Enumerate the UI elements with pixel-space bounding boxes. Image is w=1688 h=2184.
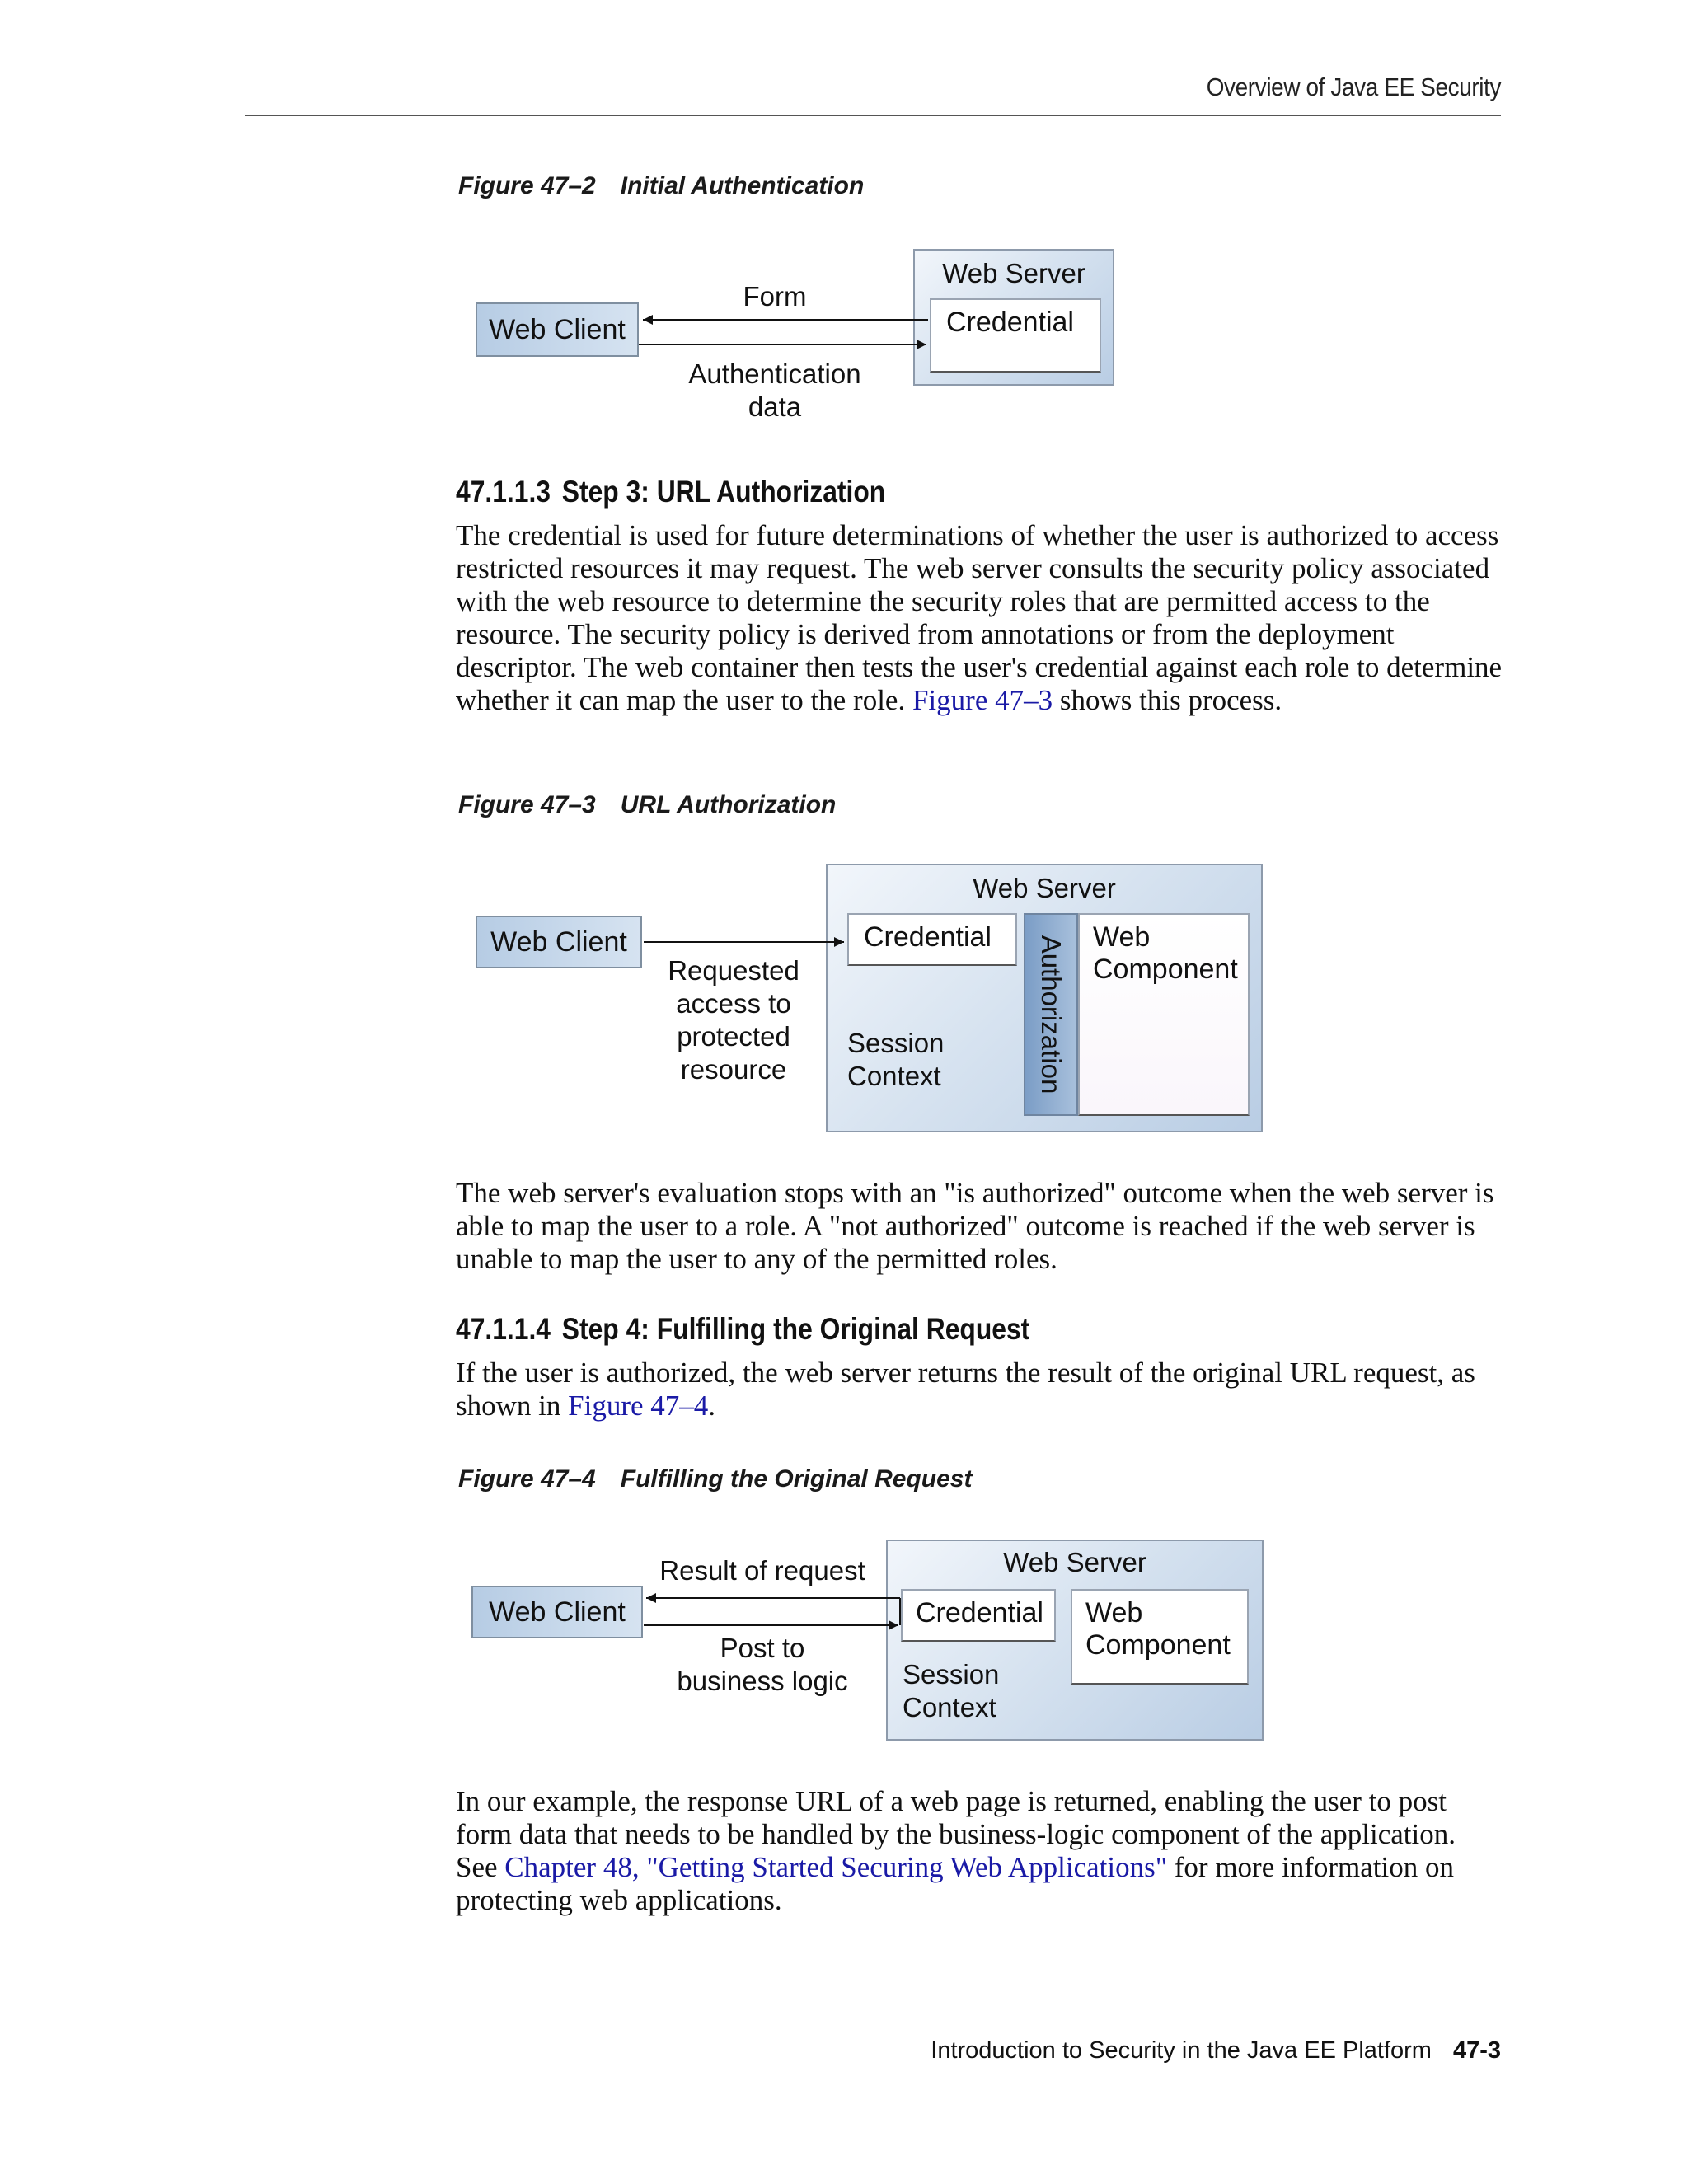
fig3-web-client-box: Web Client (476, 916, 642, 968)
section-4-number: 47.1.1.4 (456, 1312, 551, 1346)
fig4-result-label: Result of request (659, 1555, 865, 1586)
outcome-paragraph: The web server's evaluation stops with an "is authorized" outcome when the web server is able to map the user to a role. A "not authorized" outcome is reached if the web server is unable to map the user to any of the permitted roles. (456, 1177, 1494, 1275)
fig3-arrow-label-1: Requested (668, 955, 799, 986)
fig4-web-component-label-1: Web (1085, 1597, 1143, 1629)
fig3-web-component-label-2: Component (1093, 954, 1238, 985)
fig3-web-component-label-1: Web (1093, 921, 1151, 953)
fig3-arrow-label-4: resource (680, 1054, 787, 1085)
fig2-auth-label-1: Authentication (688, 359, 861, 389)
link-chapter-48[interactable]: Chapter 48, "Getting Started Securing Web Applications" (504, 1851, 1168, 1883)
link-figure-47-4[interactable]: Figure 47–4 (568, 1390, 709, 1422)
running-header: Overview of Java EE Security (1206, 73, 1501, 101)
fig3-session-label-1: Session (847, 1028, 945, 1058)
example-paragraph (456, 1785, 1503, 1917)
fig2-web-server-label: Web Server (942, 258, 1085, 288)
figure-3-number: Figure 47–3 (458, 791, 596, 818)
section-3-number: 47.1.1.3 (456, 475, 551, 509)
fig3-web-server-label: Web Server (973, 873, 1116, 903)
fig4-session-label-1: Session (903, 1659, 1000, 1690)
fig4-post-label-1: Post to (720, 1633, 805, 1663)
section-4-title: Step 4: Fulfilling the Original Request (561, 1312, 1030, 1346)
figure-4-number: Figure 47–4 (458, 1465, 596, 1493)
section-4-text-end: . (708, 1390, 716, 1422)
link-figure-47-3[interactable]: Figure 47–3 (912, 684, 1053, 716)
fig4-web-client-box: Web Client (471, 1586, 643, 1638)
fig4-session-label-2: Context (903, 1692, 996, 1722)
fig2-credential-box: Credential (930, 298, 1101, 373)
figure-2-title: Initial Authentication (620, 172, 865, 199)
fig3-authorization-label: Authorization (1036, 935, 1067, 1094)
fig3-arrow-label-2: access to (676, 988, 791, 1019)
section-3-text: The credential is used for future determinations of whether the user is authorized to access restricted resources it may request. The web server consults the security policy associated with the web resource to determine the security roles that are permitted access to the resource. The security policy is derived from annotations or from the deployment descriptor. The web container then tests the user's credential against each role to determine whether it can map the user to the role. (456, 519, 1503, 716)
fig3-session-label-2: Context (847, 1061, 941, 1091)
fig4-web-server-label: Web Server (1003, 1547, 1146, 1577)
footer-chapter-title: Introduction to Security in the Java EE Platform (931, 2037, 1432, 2064)
fig2-auth-label-2: data (748, 391, 802, 422)
fig3-credential-box: Credential (847, 913, 1017, 966)
fig4-web-component-label-2: Component (1085, 1629, 1231, 1661)
fig3-arrow-label-3: protected (677, 1021, 790, 1052)
fig2-form-label: Form (743, 281, 807, 312)
section-3-text-end: shows this process. (1053, 684, 1282, 716)
page-footer (931, 2037, 1501, 2064)
fig4-credential-box: Credential (901, 1589, 1056, 1642)
fig2-web-client-box: Web Client (476, 302, 639, 357)
section-3-title: Step 3: URL Authorization (561, 475, 886, 509)
figure-2-number: Figure 47–2 (458, 172, 596, 199)
figure-4-title: Fulfilling the Original Request (620, 1465, 973, 1493)
fig4-post-label-2: business logic (677, 1666, 848, 1696)
example-text: In our example, the response URL of a web page is returned, enabling the user to post form data that needs to be handled by the business-logic component of the application. See (456, 1785, 1456, 1883)
section-4-text: If the user is authorized, the web server returns the result of the original URL request, as shown in (456, 1357, 1475, 1422)
example-text-end: for more information on protecting web applications. (456, 1851, 1454, 1916)
footer-page-number: 47-3 (1452, 2037, 1501, 2064)
figure-3-title: URL Authorization (620, 791, 837, 818)
